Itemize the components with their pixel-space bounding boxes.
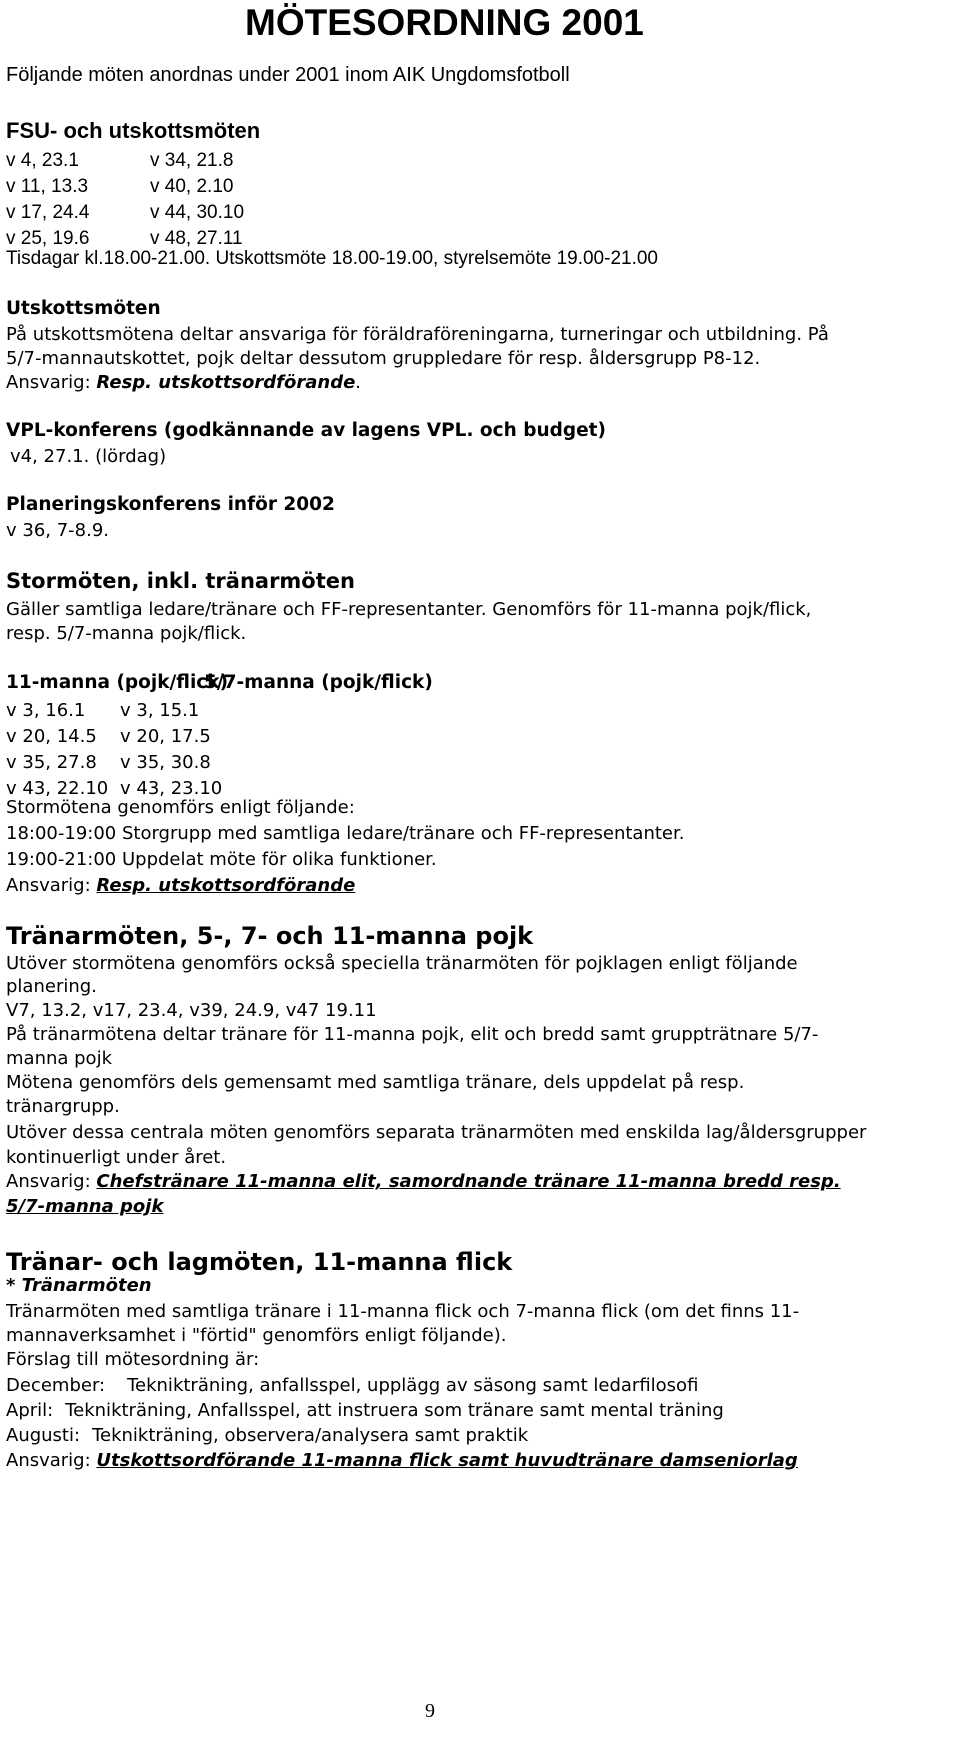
storm-dates-57 <box>120 698 222 802</box>
agenda-month: April: <box>6 1400 54 1421</box>
responsible-tail: . <box>355 372 362 393</box>
tranar-responsible-cont <box>6 1194 163 1220</box>
flick-heading: Tränar- och lagmöten, 11-manna flick <box>6 1248 513 1276</box>
flick-line: Förslag till mötesordning är: <box>6 1349 260 1370</box>
storm-date: v 20, 17.5 <box>120 726 211 747</box>
tranar-line: På tränarmötena deltar tränare för 11-manna pojk, elit och bredd samt gruppträtnare 5/7- <box>6 1024 819 1045</box>
storm-date: v 35, 30.8 <box>120 752 211 773</box>
utskott-heading: Utskottsmöten <box>6 298 161 319</box>
storm-date: v 35, 27.8 <box>6 752 97 773</box>
fsu-week: v 44, 30.10 <box>150 202 245 223</box>
tranar-line: V7, 13.2, v17, 23.4, v39, 24.9, v47 19.11 <box>6 1000 377 1021</box>
fsu-week: v 34, 21.8 <box>150 150 234 171</box>
agenda-topics: Teknikträning, observera/analysera samt praktik <box>92 1425 529 1446</box>
flick-line: Tränarmöten med samtliga tränare i 11-manna flick och 7-manna flick (om det finns 11- <box>6 1301 800 1322</box>
fsu-weeks-right <box>150 148 244 252</box>
responsible-label: Ansvarig: <box>6 1171 97 1192</box>
fsu-heading: FSU- och utskottsmöten <box>6 118 261 143</box>
utskott-responsible <box>6 370 361 396</box>
fsu-week: v 17, 24.4 <box>6 202 90 223</box>
responsible-value: Utskottsordförande 11-manna flick samt huvudtränare damseniorlag <box>96 1450 798 1471</box>
tranar-line: Utöver dessa centrala möten genomförs separata tränarmöten med enskilda lag/åldersgrupper <box>6 1122 867 1143</box>
storm-date: v 43, 22.10 <box>6 778 109 799</box>
utskott-line: På utskottsmötena deltar ansvariga för föräldraföreningarna, turneringar och utbildning. På <box>6 324 829 345</box>
storm-date: v 3, 16.1 <box>6 700 86 721</box>
utskott-line: 5/7-mannautskottet, pojk deltar dessutom gruppledare för resp. åldersgrupp P8-12. <box>6 348 761 369</box>
tranar-line: tränargrupp. <box>6 1096 120 1117</box>
agenda-topics: Teknikträning, Anfallsspel, att instruera som tränare samt mental träning <box>65 1400 724 1421</box>
responsible-value: 5/7-manna pojk <box>6 1196 164 1217</box>
flick-line: mannaverksamhet i "förtid" genomförs enligt följande). <box>6 1325 507 1346</box>
storm-col-header: 5/7-manna (pojk/flick) <box>204 672 433 693</box>
responsible-value: Resp. utskottsordförande <box>96 372 356 393</box>
page-number: 9 <box>425 1700 435 1722</box>
flick-responsible <box>6 1448 798 1474</box>
responsible-label: Ansvarig: <box>6 1450 97 1471</box>
responsible-value: Resp. utskottsordförande <box>96 875 356 896</box>
storm-line: Gäller samtliga ledare/tränare och FF-representanter. Genomförs för 11-manna pojk/flick, <box>6 599 812 620</box>
fsu-week: v 40, 2.10 <box>150 176 234 197</box>
fsu-time-line: Tisdagar kl.18.00-21.00. Utskottsmöte 18.00-19.00, styrelsemöte 19.00-21.00 <box>6 248 658 269</box>
agenda-month: December: <box>6 1375 106 1396</box>
responsible-label: Ansvarig: <box>6 875 97 896</box>
plan-date: v 36, 7-8.9. <box>6 520 110 541</box>
vpl-heading: VPL-konferens (godkännande av lagens VPL. och budget) <box>6 420 606 441</box>
vpl-date: v4, 27.1. (lördag) <box>10 446 167 467</box>
storm-date: v 20, 14.5 <box>6 726 97 747</box>
responsible-value: Chefstränare 11-manna elit, samordnande tränare 11-manna bredd resp. <box>96 1171 841 1192</box>
storm-date: v 43, 23.10 <box>120 778 223 799</box>
tranar-line: kontinuerligt under året. <box>6 1147 227 1168</box>
fsu-week: v 48, 27.11 <box>150 228 243 249</box>
plan-heading: Planeringskonferens inför 2002 <box>6 494 335 515</box>
agenda-month: Augusti: <box>6 1425 81 1446</box>
flick-subheading: * Tränarmöten <box>6 1275 152 1296</box>
tranar-heading: Tränarmöten, 5-, 7- och 11-manna pojk <box>6 922 534 950</box>
intro-text: Följande möten anordnas under 2001 inom AIK Ungdomsfotboll <box>6 64 570 86</box>
tranar-responsible <box>6 1169 841 1195</box>
storm-schedule: 19:00-21:00 Uppdelat möte för olika funktioner. <box>6 849 437 870</box>
storm-line: resp. 5/7-manna pojk/flick. <box>6 623 247 644</box>
storm-responsible <box>6 873 355 899</box>
storm-schedule: 18:00-19:00 Storgrupp med samtliga ledare/tränare och FF-representanter. <box>6 823 685 844</box>
responsible-label: Ansvarig: <box>6 372 97 393</box>
flick-agenda-april <box>6 1398 724 1424</box>
tranar-line: Utöver stormötena genomförs också speciella tränarmöten för pojklagen enligt följande <box>6 953 798 974</box>
tranar-line: planering. <box>6 976 97 997</box>
fsu-week: v 11, 13.3 <box>6 176 89 197</box>
tranar-line: manna pojk <box>6 1048 112 1069</box>
fsu-weeks-left <box>6 148 89 252</box>
storm-date: v 3, 15.1 <box>120 700 200 721</box>
flick-agenda-december <box>6 1373 698 1399</box>
page-title: MÖTESORDNING 2001 <box>245 2 644 43</box>
flick-agenda-augusti <box>6 1423 528 1449</box>
storm-dates-11 <box>6 698 108 802</box>
tranar-line: Mötena genomförs dels gemensamt med samtliga tränare, dels uppdelat på resp. <box>6 1072 745 1093</box>
fsu-week: v 4, 23.1 <box>6 150 79 171</box>
agenda-topics: Teknikträning, anfallsspel, upplägg av säsong samt ledarfilosofi <box>127 1375 699 1396</box>
fsu-week: v 25, 19.6 <box>6 228 90 249</box>
storm-col-header: 11-manna (pojk/flick) <box>6 672 229 693</box>
storm-heading: Stormöten, inkl. tränarmöten <box>6 569 355 593</box>
storm-follow: Stormötena genomförs enligt följande: <box>6 797 355 818</box>
